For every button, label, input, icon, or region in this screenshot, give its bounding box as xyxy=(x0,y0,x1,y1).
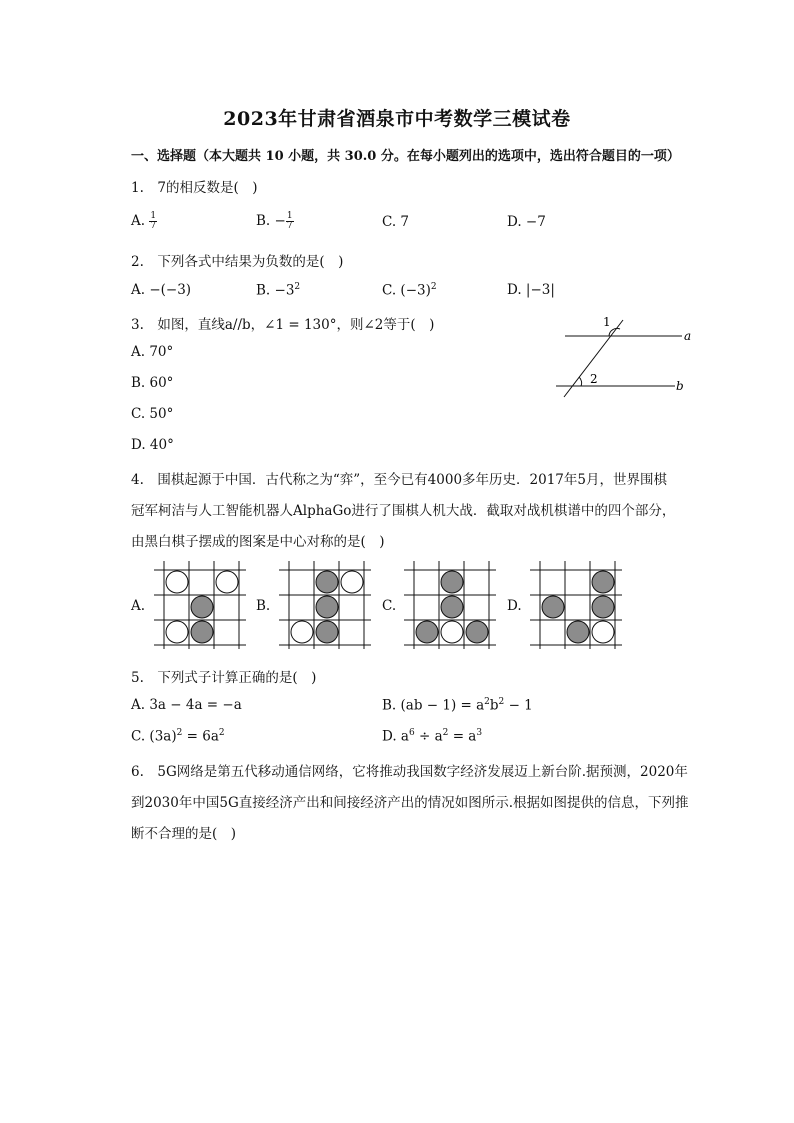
line-a-label: a xyxy=(684,329,692,343)
white-stone xyxy=(166,571,188,593)
q5-option-c[interactable]: C. $(3a)^2 = 6a^2$ xyxy=(131,728,225,745)
go-board-c[interactable] xyxy=(400,560,500,650)
white-stone xyxy=(592,621,614,643)
question-6-line-2: 到2030年中国5G直接经济产出和间接经济产出的情况如图所示.根据如图提供的信息，下列推 xyxy=(131,795,689,811)
black-stone xyxy=(316,596,338,618)
black-stone xyxy=(191,596,213,618)
fraction: $\frac{1}{7}$ xyxy=(150,211,157,231)
black-stone xyxy=(441,571,463,593)
line-b-label: b xyxy=(676,379,684,393)
fraction: $\frac{1}{7}$ xyxy=(286,211,293,231)
black-stone xyxy=(542,596,564,618)
go-board-a[interactable] xyxy=(150,560,250,650)
question-4-line-1: 4. 围棋起源于中国．古代称之为“弈”，至今已有4000多年历史．2017年5月，世界围棋 xyxy=(131,472,667,488)
black-stone xyxy=(567,621,589,643)
question-3-stem: 3. 如图，直线a//b，∠1 = 130°，则∠2等于( ) xyxy=(131,317,435,333)
q1-option-a[interactable]: A. $\frac{1}{7}$ xyxy=(131,211,157,231)
question-4-line-3: 由黑白棋子摆成的图案是中心对称的是( ) xyxy=(131,534,385,550)
go-board-d[interactable] xyxy=(526,560,626,650)
black-stone xyxy=(466,621,488,643)
q3-option-a[interactable]: A. 70° xyxy=(131,344,174,360)
black-stone xyxy=(316,621,338,643)
white-stone xyxy=(441,621,463,643)
black-stone xyxy=(316,571,338,593)
go-board-b[interactable] xyxy=(275,560,375,650)
q4-option-b-label[interactable]: B. xyxy=(256,598,271,614)
angle-2-label: 2 xyxy=(590,372,598,386)
q3-option-d[interactable]: D. 40° xyxy=(131,437,174,453)
white-stone xyxy=(216,571,238,593)
white-stone xyxy=(166,621,188,643)
q2-option-c[interactable]: C. $(-3)^2$ xyxy=(382,282,437,299)
q2-option-a[interactable]: A. −(−3) xyxy=(131,282,192,298)
question-5-stem: 5. 下列式子计算正确的是( ) xyxy=(131,670,317,686)
section-heading: 一、选择题（本大题共 10 小题，共 30.0 分。在每小题列出的选项中，选出符合题目的一项） xyxy=(131,149,680,164)
question-6-line-1: 6. 5G网络是第五代移动通信网络，它将推动我国数字经济发展迈上新台阶.据预测，2020年 xyxy=(131,764,688,780)
q5-option-a[interactable]: A. 3a − 4a = −a xyxy=(131,697,242,713)
q1-option-b[interactable]: B. − $\frac{1}{7}$ xyxy=(256,211,293,231)
angle-1-label: 1 xyxy=(603,315,611,329)
black-stone xyxy=(592,596,614,618)
black-stone xyxy=(441,596,463,618)
q1-option-d[interactable]: D. −7 xyxy=(507,214,546,230)
q5-option-b[interactable]: B. $(ab - 1) = a^2b^2 - 1$ xyxy=(382,697,533,714)
black-stone xyxy=(191,621,213,643)
question-6-line-3: 断不合理的是( ) xyxy=(131,826,237,842)
q2-option-b[interactable]: B. $-3^2$ xyxy=(256,282,301,299)
q3-option-b[interactable]: B. 60° xyxy=(131,375,174,391)
page-title: 2023年甘肃省酒泉市中考数学三模试卷 xyxy=(223,108,571,130)
q3-option-c[interactable]: C. 50° xyxy=(131,406,174,422)
question-1-stem: 1. 7的相反数是( ) xyxy=(131,180,258,196)
question-4-line-2: 冠军柯洁与人工智能机器人AlphaGo进行了围棋人机大战．截取对战机棋谱中的四个部分， xyxy=(131,503,676,519)
q1-option-c[interactable]: C. 7 xyxy=(382,214,410,230)
parallel-lines-figure xyxy=(550,312,700,402)
question-2-stem: 2. 下列各式中结果为负数的是( ) xyxy=(131,254,344,270)
q4-option-d-label[interactable]: D. xyxy=(507,598,522,614)
black-stone xyxy=(592,571,614,593)
q5-option-d[interactable]: D. $a^6 \div a^2 = a^3$ xyxy=(382,728,483,745)
white-stone xyxy=(341,571,363,593)
black-stone xyxy=(416,621,438,643)
q2-option-d[interactable]: D. |−3| xyxy=(507,282,555,298)
q4-option-a-label[interactable]: A. xyxy=(131,598,146,614)
q4-option-c-label[interactable]: C. xyxy=(382,598,397,614)
white-stone xyxy=(291,621,313,643)
